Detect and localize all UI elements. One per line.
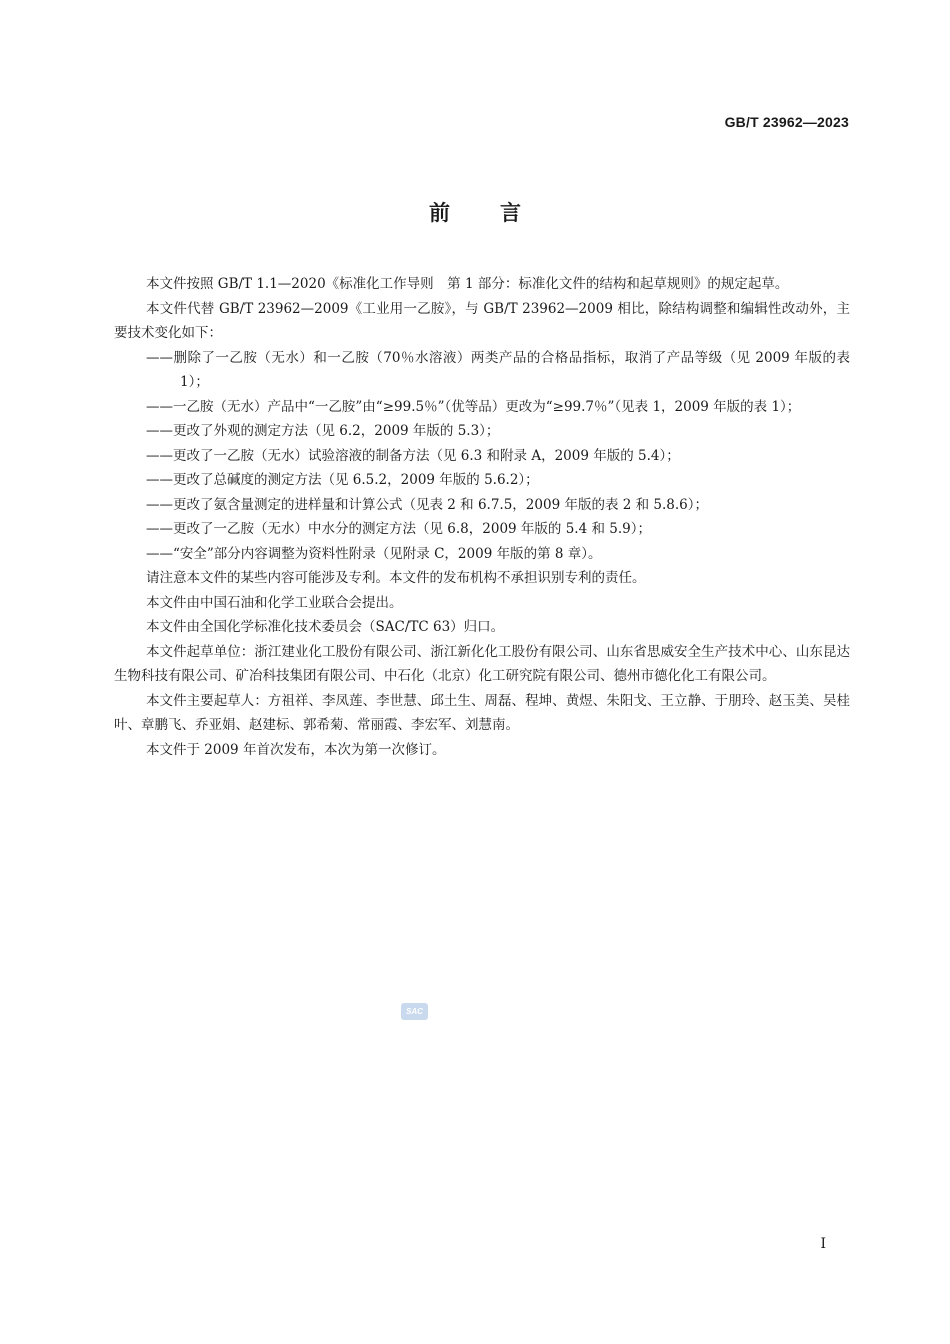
standard-number: GB/T 23962—2023: [724, 114, 849, 130]
paragraph-replacement: 本文件代替 GB/T 23962—2009《工业用一乙胺》，与 GB/T 23962—2009 相比，除结构调整和编辑性改动外，主要技术变化如下：: [114, 300, 850, 341]
publication-history: 本文件于 2009 年首次发布，本次为第一次修订。: [146, 741, 446, 758]
list-item: ——“安全”部分内容调整为资料性附录（见附录 C，2009 年版的第 8 章）。: [146, 545, 602, 562]
list-item: ——更改了总碱度的测定方法（见 6.5.2，2009 年版的 5.6.2）；: [146, 472, 539, 488]
page-title: 前言: [429, 201, 571, 225]
drafting-units: 本文件起草单位：浙江建业化工股份有限公司、浙江新化化工股份有限公司、山东省思威安全生产技术中心、山东昆达生物科技有限公司、矿冶科技集团有限公司、中石化（北京）化工研究院有限公司、德州市德化化工有限公司。: [114, 643, 850, 684]
list-item: ——更改了一乙胺（无水）试验溶液的制备方法（见 6.3 和附录 A，2009 年版的 5.4）；: [146, 447, 680, 464]
page-number: I: [820, 1236, 826, 1252]
administrator-statement: 本文件由全国化学标准化技术委员会（SAC/TC 63）归口。: [146, 619, 505, 635]
list-item: ——删除了一乙胺（无水）和一乙胺（70％水溶液）两类产品的合格品指标，取消了产品等级（见 2009 年版的表 1）；: [146, 349, 850, 390]
list-item: ——更改了外观的测定方法（见 6.2，2009 年版的 5.3）；: [146, 423, 500, 439]
drafters: 本文件主要起草人：方祖祥、李凤莲、李世慧、邱土生、周磊、程坤、黄煜、朱阳戈、王立静、于朋玲、赵玉美、吴桂叶、章鹏飞、乔亚娟、赵建标、郭希菊、常丽霞、李宏军、刘慧南。: [114, 692, 850, 733]
proposer-statement: 本文件由中国石油和化学工业联合会提出。: [146, 594, 403, 611]
list-item: ——更改了一乙胺（无水）中水分的测定方法（见 6.8，2009 年版的 5.4 和 5.9）；: [146, 521, 651, 537]
foreword-body: [114, 272, 850, 762]
list-item: ——一乙胺（无水）产品中“一乙胺”由“≥99.5％”（优等品）更改为“≥99.7％”（见表 1，2009 年版的表 1）；: [146, 398, 801, 415]
list-item: ——更改了氨含量测定的进样量和计算公式（见表 2 和 6.7.5，2009 年版的表 2 和 5.8.6）；: [146, 496, 709, 513]
technical-changes-list: [114, 346, 850, 567]
patent-notice: 请注意本文件的某些内容可能涉及专利。本文件的发布机构不承担识别专利的责任。: [146, 570, 646, 586]
paragraph-drafting-rules: 本文件按照 GB/T 1.1—2020《标准化工作导则 第 1 部分：标准化文件的结构和起草规则》的规定起草。: [146, 276, 789, 292]
sac-watermark-logo: SAC: [401, 1003, 428, 1020]
